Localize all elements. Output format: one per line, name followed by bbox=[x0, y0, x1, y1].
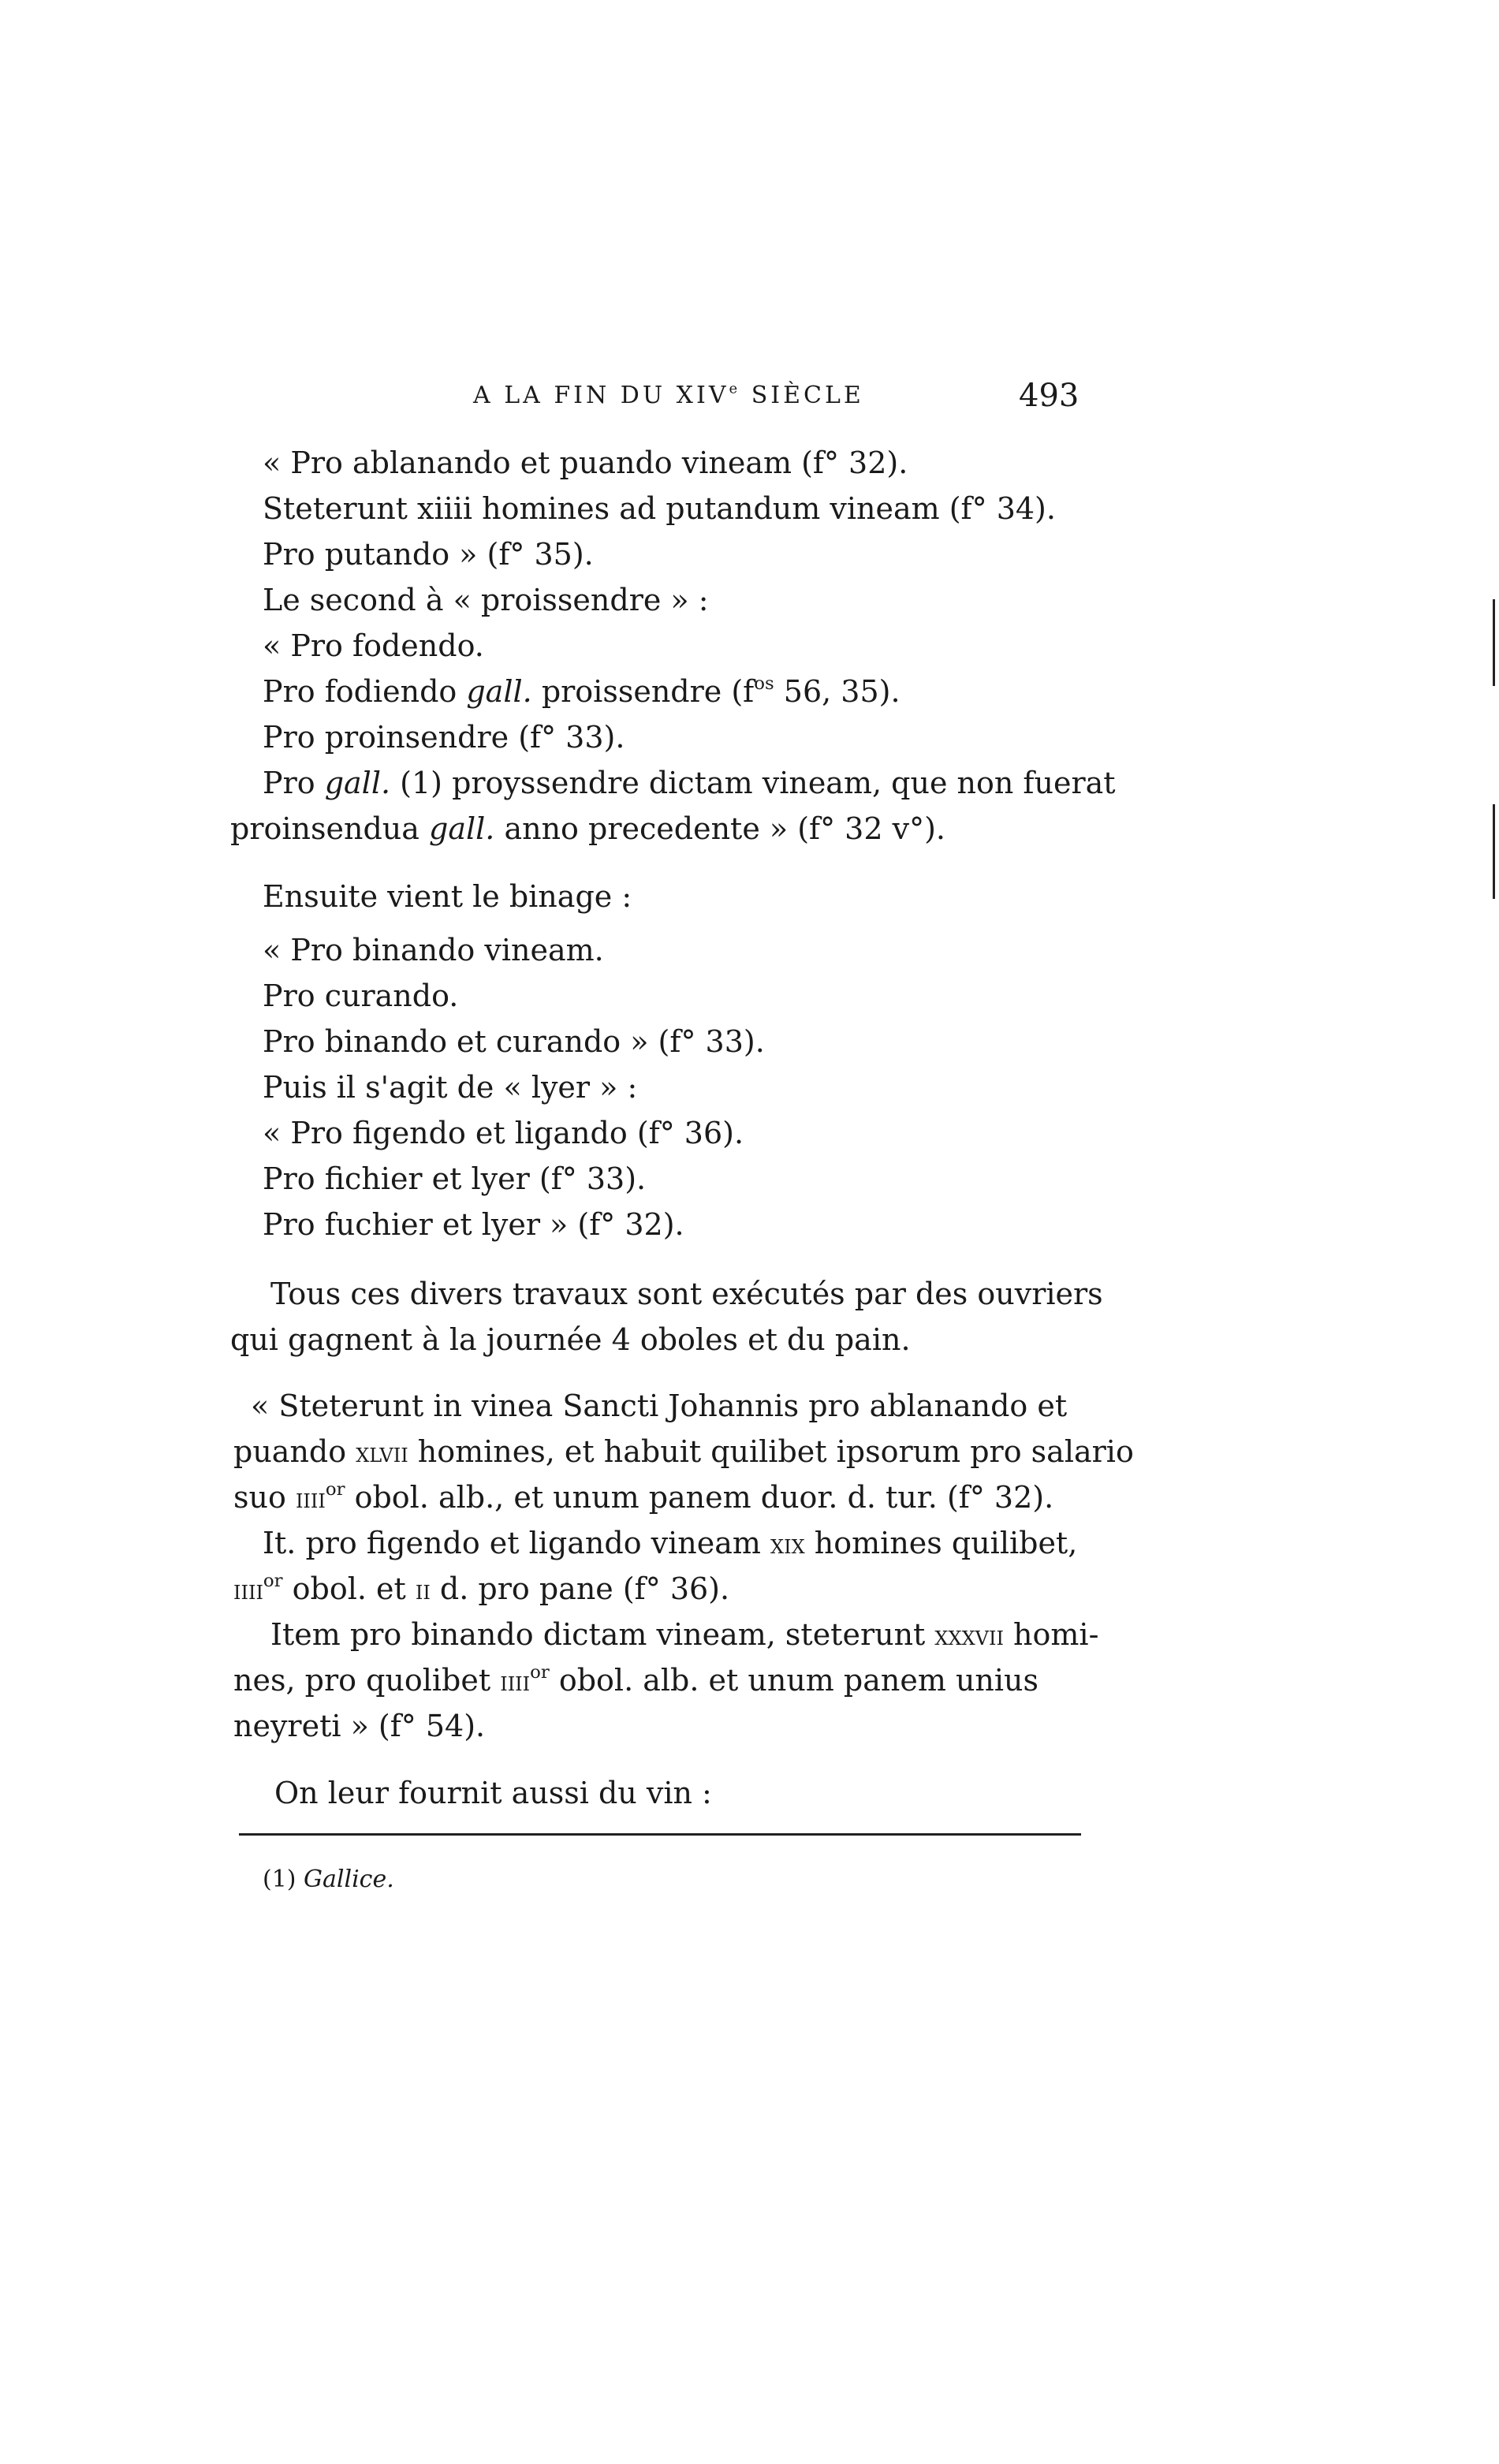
scan-edge-mark bbox=[1493, 804, 1495, 899]
text-line: proinsendua gall. anno precedente » (f° 32 v°). bbox=[230, 811, 945, 846]
text-line: nes, pro quolibet iiii$^{or}$ obol. alb. et unum panem unius bbox=[233, 1662, 1039, 1698]
page-number: 493 bbox=[1019, 378, 1080, 414]
text-line: « Pro figendo et ligando (f° 36). bbox=[263, 1116, 744, 1150]
text-line: Tous ces divers travaux sont exécutés par des ouvriers bbox=[270, 1277, 1103, 1311]
text-line: Ensuite vient le binage : bbox=[263, 879, 632, 914]
text-line: « Pro fodendo. bbox=[263, 628, 484, 663]
text-line: Pro fichier et lyer (f° 33). bbox=[263, 1161, 647, 1196]
text-line: Item pro binando dictam vineam, steterunt xxxvii homi- bbox=[270, 1617, 1099, 1652]
text-line: It. pro figendo et ligando vineam xix homines quilibet, bbox=[263, 1526, 1078, 1560]
text-line: Pro fodiendo gall. proissendre ($f^{os}$ 56, 35). bbox=[263, 673, 901, 709]
text-line: Pro binando et curando » (f° 33). bbox=[263, 1024, 765, 1059]
text-line: On leur fournit aussi du vin : bbox=[274, 1776, 712, 1810]
text-line: « Pro binando vineam. bbox=[263, 933, 604, 967]
text-line: Pro gall. (1) proyssendre dictam vineam, que non fuerat bbox=[263, 766, 1116, 800]
text-line: suo iiii$^{or}$ obol. alb., et unum panem duor. d. tur. (f° 32). bbox=[233, 1479, 1054, 1515]
text-line: « Pro ablanando et puando vineam (f° 32). bbox=[263, 445, 908, 480]
text-line: Pro curando. bbox=[263, 979, 459, 1013]
text-line: « Steterunt in vinea Sancti Johannis pro ablanando et bbox=[251, 1389, 1068, 1423]
scan-edge-mark bbox=[1493, 599, 1495, 686]
footnote: (1) Gallice. bbox=[263, 1866, 394, 1893]
text-line: Puis il s'agit de « lyer » : bbox=[263, 1070, 638, 1105]
text-line: iiii$^{or}$ obol. et ii d. pro pane (f° 36). bbox=[233, 1571, 730, 1606]
text-line: Pro proinsendre (f° 33). bbox=[263, 720, 625, 755]
text-line: puando xlvii homines, et habuit quilibet ipsorum pro salario bbox=[233, 1434, 1134, 1469]
running-title: A LA FIN DU XIVe SIÈCLE bbox=[473, 380, 864, 409]
footnote-rule bbox=[239, 1833, 1081, 1836]
text-line: Steterunt xiiii homines ad putandum vineam (f° 34). bbox=[263, 491, 1056, 526]
text-line: qui gagnent à la journée 4 oboles et du pain. bbox=[230, 1322, 911, 1357]
text-line: neyreti » (f° 54). bbox=[233, 1709, 486, 1743]
text-line: Le second à « proissendre » : bbox=[263, 583, 709, 617]
text-line: Pro putando » (f° 35). bbox=[263, 537, 594, 572]
text-line: Pro fuchier et lyer » (f° 32). bbox=[263, 1207, 684, 1242]
